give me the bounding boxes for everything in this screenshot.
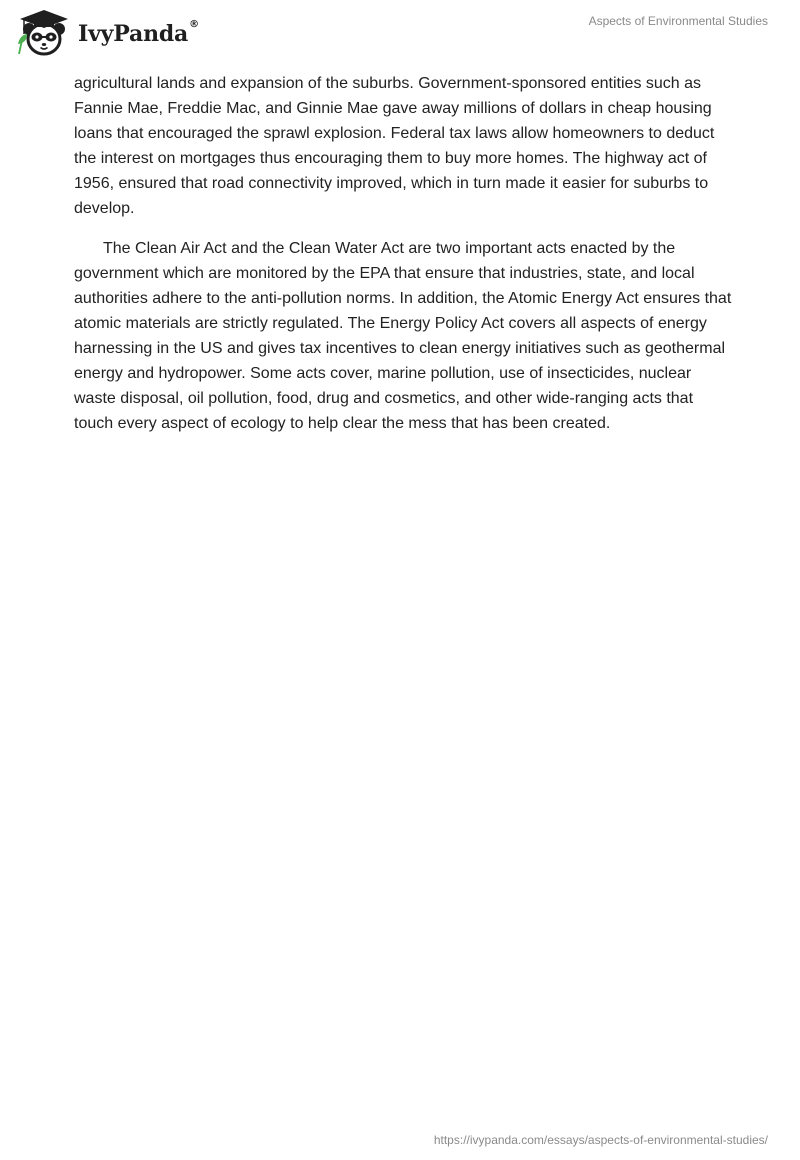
registered-mark: ®: [189, 18, 200, 30]
essay-paragraph: agricultural lands and expansion of the suburbs. Government-sponsored entities such as Fannie Mae, Freddie Mac, and Ginnie Mae gave away millions of dollars in cheap housing loans that encouraged the sprawl explosion. Federal tax laws allow homeowners to deduct the interest on mortgages thus encouraging them to buy more homes. The highway act of 1956, ensured that road connectivity improved, which in turn made it easier for suburbs to develop.: [74, 75, 715, 217]
panda-graduate-icon: [16, 8, 74, 58]
essay-paragraph: The Clean Air Act and the Clean Water Act are two important acts enacted by the government which are monitored by the EPA that ensure that industries, state, and local authorities adhere to the anti-pollution norms. In addition, the Atomic Energy Act ensures that atomic materials are strictly regulated. The Energy Policy Act covers all aspects of energy harnessing in the US and gives tax incentives to clean energy initiatives such as geothermal energy and hydropower. Some acts cover, marine pollution, use of insecticides, nuclear waste disposal, oil pollution, food, drug and cosmetics, and other wide-ranging acts that touch every aspect of ecology to help clear the mess that has been created.: [74, 240, 732, 432]
ivypanda-logo[interactable]: [16, 8, 199, 58]
brand-name: IvyPanda: [78, 21, 189, 47]
document-title: Aspects of Environmental Studies: [588, 14, 768, 28]
source-url[interactable]: https://ivypanda.com/essays/aspects-of-environmental-studies/: [433, 1133, 768, 1147]
essay-body: [74, 71, 734, 436]
page-header: [0, 0, 800, 64]
